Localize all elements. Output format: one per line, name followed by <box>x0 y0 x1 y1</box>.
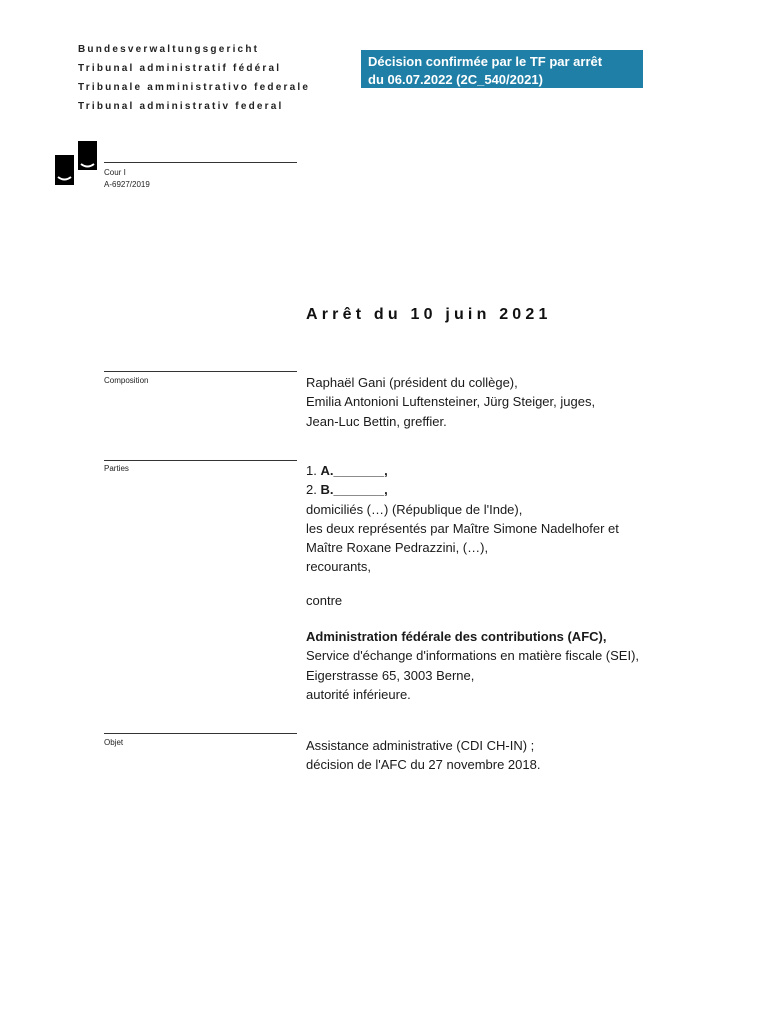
composition-label: Composition <box>104 376 149 385</box>
composition-line: Raphaël Gani (président du collège), <box>306 375 518 390</box>
notice-line-1: Décision confirmée par le TF par arrêt <box>368 54 603 69</box>
court-name-fr: Tribunal administratif fédéral <box>78 63 282 74</box>
party-1-name: A._______, <box>320 463 388 478</box>
authority-detail: Eigerstrasse 65, 3003 Berne, <box>306 667 475 683</box>
party-detail: domiciliés (…) (République de l'Inde), <box>306 501 523 517</box>
court-logo-icon <box>55 141 97 186</box>
objet-label: Objet <box>104 738 124 747</box>
party-2: 2. B._______, <box>306 482 388 498</box>
court-name-de: Bundesverwaltungsgericht <box>78 44 260 55</box>
parties-block <box>306 461 619 577</box>
court-names <box>78 40 310 116</box>
authority-detail: autorité inférieure. <box>306 686 411 702</box>
party-2-name: B._______, <box>320 482 388 498</box>
court-name-it: Tribunale amministrativo federale <box>78 82 311 93</box>
parties-divider <box>104 460 297 461</box>
header-divider <box>104 162 297 163</box>
objet-line: Assistance administrative (CDI CH-IN) ; <box>306 738 535 753</box>
objet-divider <box>104 733 297 734</box>
party-detail: Maître Roxane Pedrazzini, (…), <box>306 540 489 556</box>
composition-block <box>306 373 595 431</box>
parties-label: Parties <box>104 464 129 473</box>
contre-text: contre <box>306 593 343 608</box>
authority-detail: Service d'échange d'informations en matière fiscale (SEI), <box>306 648 640 664</box>
confirmation-notice <box>361 50 643 88</box>
composition-line: Emilia Antonioni Luftensteiner, Jürg Steiger, juges, <box>306 394 596 410</box>
authority-block <box>306 627 639 704</box>
page-title: Arrêt du 10 juin 2021 <box>306 306 552 323</box>
objet-line: décision de l'AFC du 27 novembre 2018. <box>306 757 541 773</box>
party-detail: les deux représentés par Maître Simone Nadelhofer et <box>306 520 619 536</box>
composition-line: Jean-Luc Bettin, greffier. <box>306 413 447 429</box>
objet-block <box>306 736 540 775</box>
composition-divider <box>104 371 297 372</box>
authority-name: Administration fédérale des contributions (AFC), <box>306 629 607 644</box>
party-detail: recourants, <box>306 559 372 575</box>
notice-line-2: du 06.07.2022 (2C_540/2021) <box>368 72 543 87</box>
party-1: 1. A._______, <box>306 463 388 478</box>
court-name-rm: Tribunal administrativ federal <box>78 101 284 112</box>
case-number: A-6927/2019 <box>104 180 150 189</box>
court-chamber: Cour I <box>104 168 126 177</box>
